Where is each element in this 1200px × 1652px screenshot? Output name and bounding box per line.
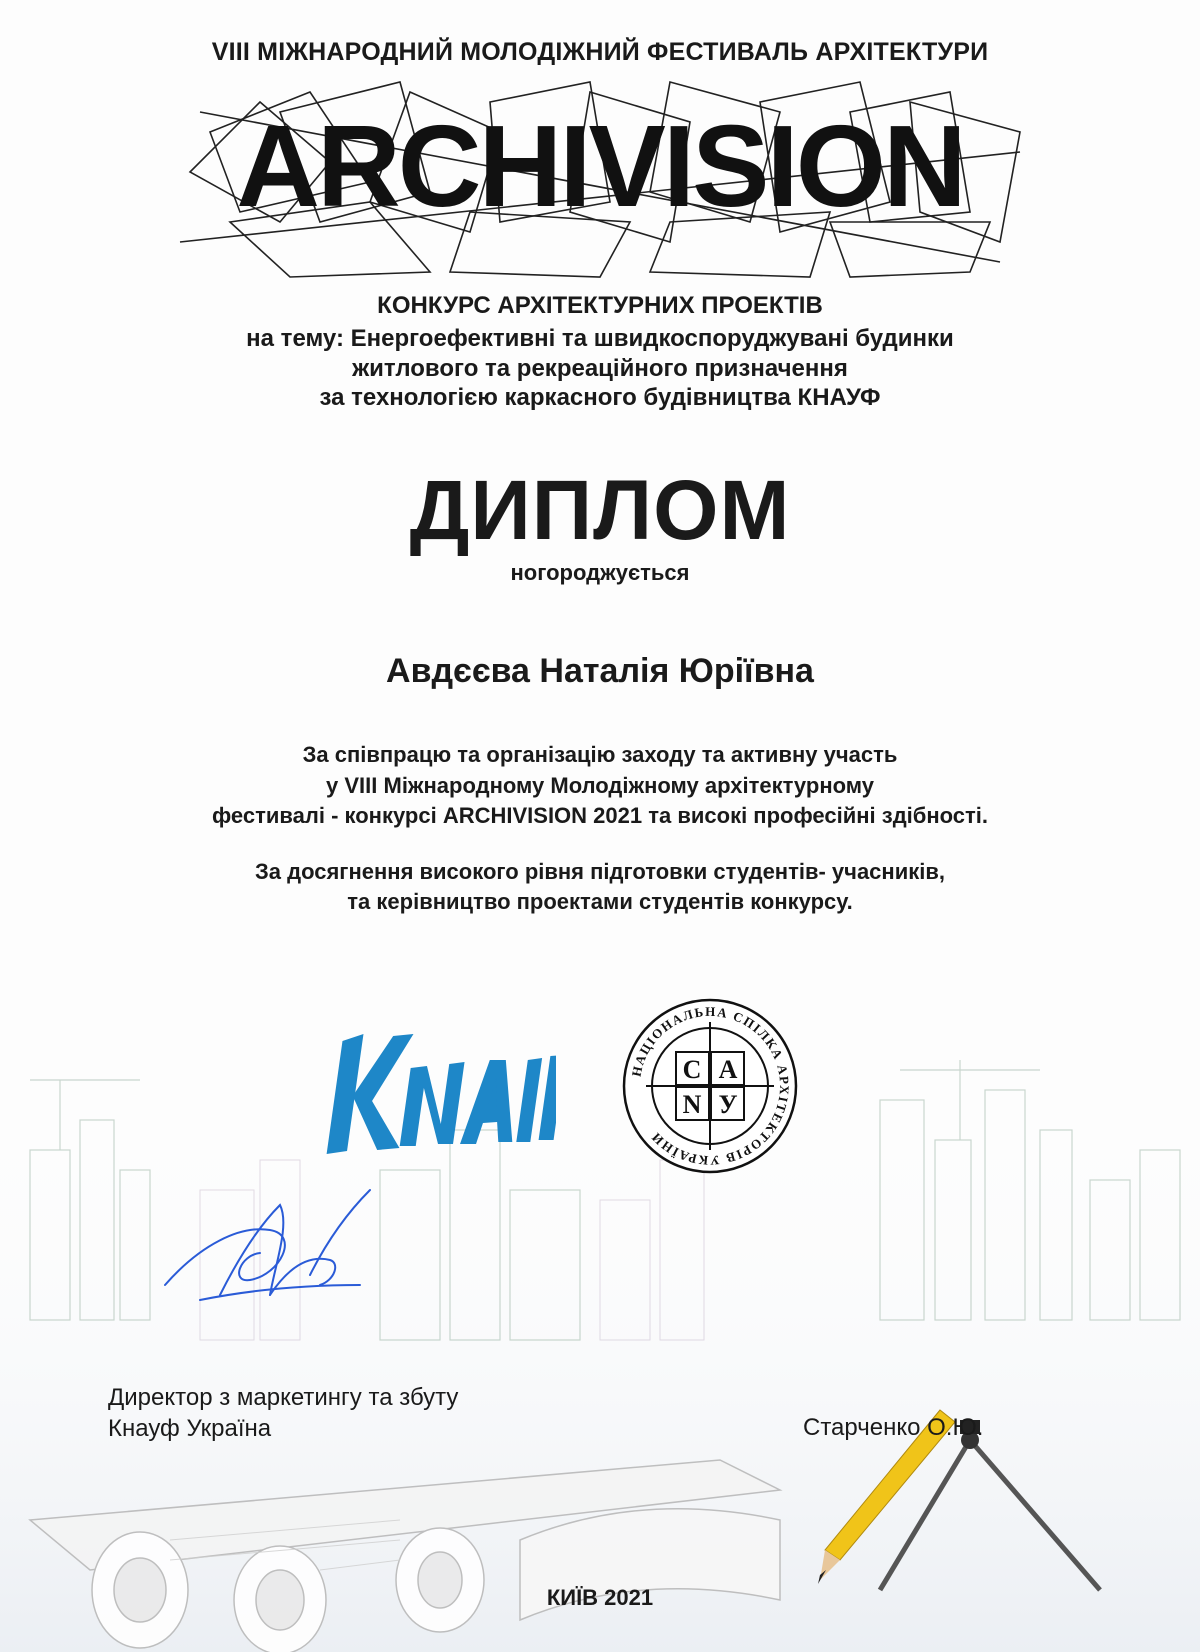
svg-text:А: А bbox=[718, 1055, 738, 1084]
reason-line-4: За досягнення високого рівня підготовки студентів- учасників, bbox=[254, 859, 945, 884]
recipient-name: Авдєєва Наталія Юріївна bbox=[386, 652, 814, 690]
svg-text:С: С bbox=[682, 1055, 702, 1084]
contest-title: КОНКУРС АРХІТЕКТУРНИХ ПРОЕКТІВ bbox=[377, 292, 823, 319]
svg-text:НАЦІОНАЛЬНА СПІЛКА АРХІТЕКТОРІ: НАЦІОНАЛЬНА СПІЛКА АРХІТЕКТОРІВ УКРАЇНИ bbox=[628, 1003, 793, 1169]
contest-theme-line-3: за технологією каркасного будівництва КНАУФ bbox=[319, 384, 881, 411]
architects-union-seal bbox=[622, 998, 798, 1174]
awarded-label: ногороджується bbox=[510, 560, 690, 585]
reason-line-3: фестивалі - конкурсі ARCHIVISION 2021 та високі професійні здібності. bbox=[211, 803, 989, 828]
festival-title: VIII МІЖНАРОДНИЙ МОЛОДІЖНИЙ ФЕСТИВАЛЬ АРХІТЕКТУРИ bbox=[211, 38, 989, 66]
svg-text:У: У bbox=[718, 1090, 738, 1119]
contest-theme-line-2: житлового та рекреаційного призначення bbox=[352, 355, 848, 382]
diploma-heading: ДИПЛОМ bbox=[409, 463, 791, 557]
city-year: КИЇВ 2021 bbox=[546, 1585, 654, 1610]
logo-wordmark: ARCHIVISION bbox=[236, 101, 964, 231]
signatory-name: Старченко О.Ю. bbox=[803, 1414, 984, 1441]
knauf-logo bbox=[326, 1016, 556, 1156]
reason-line-2: у VIII Міжнародному Молодіжному архітектурному bbox=[326, 773, 874, 798]
signatory-title-line-1: Директор з маркетингу та збуту bbox=[108, 1384, 459, 1411]
archivision-logo bbox=[170, 72, 1030, 282]
reason-line-1: За співпрацю та організацію заходу та активну участь bbox=[302, 742, 898, 767]
signature bbox=[160, 1185, 380, 1315]
signatory-title-line-2: Кнауф Україна bbox=[108, 1415, 272, 1442]
contest-theme-line-1: на тему: Енергоефективні та швидкоспоруджувані будинки bbox=[246, 325, 954, 352]
reason-line-5: та керівництво проектами студентів конкурсу. bbox=[347, 889, 853, 914]
svg-text:N: N bbox=[682, 1090, 702, 1119]
